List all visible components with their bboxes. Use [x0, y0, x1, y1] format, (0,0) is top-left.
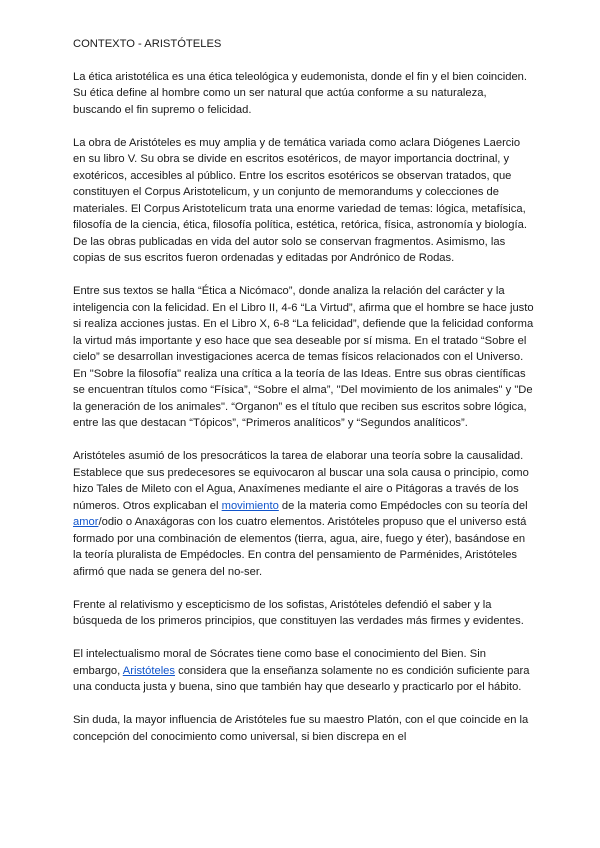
- link-amor[interactable]: amor: [73, 516, 99, 528]
- paragraph-causalidad-text-2: de la materia como Empédocles con su teoría del: [278, 499, 528, 512]
- paragraph-textos: Entre sus textos se halla “Ética a Nicómaco”, donde analiza la relación del carácter y la inteligencia con la felicidad. En el Libro II, 4-6 “La Virtud”, afirma que el hombre se hace justo si realiza acciones justas. En el Libro X, 6-8 “La felicidad”, defiende que la felicidad conforma la virtud más importante y eso hace que sea deseable por sí misma. En el tratado “Sobre el cielo” se desarrollan investigaciones acerca de temas físicos relacionados con el Universo. En "Sobre la filosofía" realiza una crítica a la teoría de las Ideas. Entre sus obras científicas se encuentran títulos como “Física”, “Sobre el alma”, "Del movimiento de los animales" y "De la generación de los animales". “Organon” es el título que reciben sus escritos sobre lógica, entre las que destacan “Tópicos”, “Primeros analíticos” y “Segundos analíticos”.: [73, 285, 534, 429]
- paragraph-etica: La ética aristotélica es una ética teleológica y eudemonista, donde el fin y el bien coinciden. Su ética define al hombre como un ser natural que actúa conforme a su naturaleza, buscando el fin supremo o felicidad.: [73, 70, 528, 116]
- paragraph-causalidad: [73, 448, 535, 580]
- document-title: CONTEXTO - ARISTÓTELES: [73, 38, 222, 50]
- document-page: [73, 36, 535, 762]
- link-aristoteles[interactable]: Aristóteles: [122, 664, 175, 677]
- link-movimiento[interactable]: movimiento: [221, 499, 279, 512]
- paragraph-obra: La obra de Aristóteles es muy amplia y de temática variada como aclara Diógenes Laercio en su libro V. Su obra se divide en escritos esotéricos, de mayor importancia doctrinal, y exotéricos, accesibles al público. Entre los escritos esotéricos se observan tratados, que constituyen el Corpus Aristotelicum, y un conjunto de memorandums y colecciones de materiales. El Corpus Aristotelicum trata una enorme variedad de temas: lógica, metafísica, filosofía de la ciencia, ética, filosofía política, estética, retórica, física, astronomía y biología. De las obras publicadas en vida del autor solo se conservan fragmentos. Asimismo, las copias de sus escritos fueron ordenadas y editadas por Andrónico de Rodas.: [73, 136, 527, 264]
- paragraph-causalidad-text-1: Aristóteles asumió de los presocráticos la tarea de elaborar una teoría sobre la causalidad. Establece que sus predecesores se equivocaron al buscar una sola causa o principio, como hizo Tales de Mileto con el Agua, Anaxímenes mediante el aire o Pitágoras a través de los números. Otros explicaban el: [73, 450, 529, 512]
- paragraph-intelectualismo: [73, 646, 535, 696]
- paragraph-intelectualismo-text-2: considera que la enseñanza solamente no es condición suficiente para una conducta justa y buena, sino que también hay que desearlo y practicarlo por el hábito.: [73, 664, 530, 693]
- paragraph-intelectualismo-text-1: El intelectualismo moral de Sócrates tiene como base el conocimiento del Bien. Sin embargo,: [73, 648, 486, 677]
- paragraph-platon: Sin duda, la mayor influencia de Aristóteles fue su maestro Platón, con el que coincide en la concepción del conocimiento como universal, si bien discrepa en el: [73, 714, 529, 743]
- paragraph-sofistas: Frente al relativismo y escepticismo de los sofistas, Aristóteles defendió el saber y la búsqueda de los primeros principios, que constituyen las verdades más firmes y evidentes.: [73, 598, 524, 627]
- paragraph-causalidad-text-3: /odio o Anaxágoras con los cuatro elementos. Aristóteles propuso que el universo está formado por una combinación de elementos (tierra, agua, aire, fuego y éter), basándose en la teoría pluralista de Empédocles. En contra del pensamiento de Parménides, Aristóteles afirmó que nada se genera del no-ser.: [73, 516, 527, 578]
